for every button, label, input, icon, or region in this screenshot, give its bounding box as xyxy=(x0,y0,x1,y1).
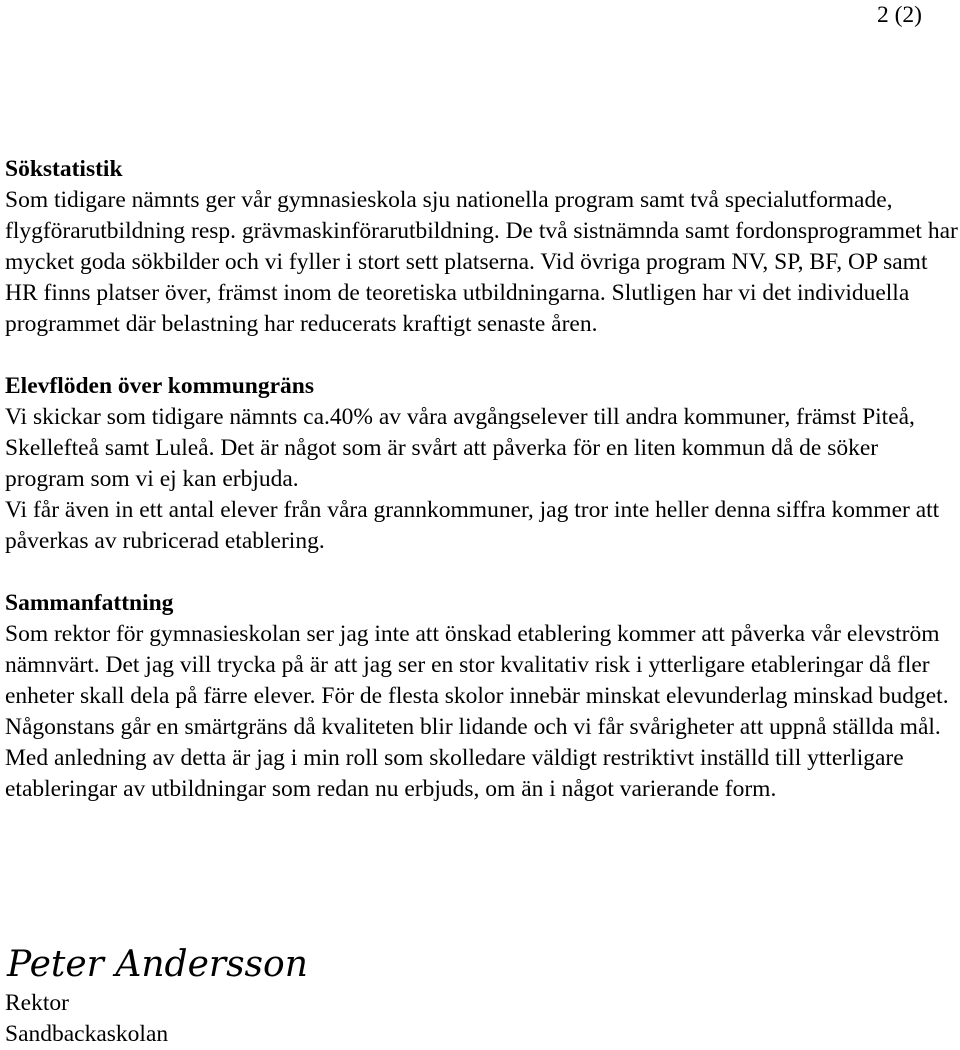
section-elevfloden xyxy=(5,371,960,557)
section-heading: Sökstatistik xyxy=(5,156,123,182)
section-paragraph: Som rektor för gymnasieskolan ser jag inte att önskad etablering kommer att påverka vår elevström nämnvärt. Det jag vill trycka på är att jag ser en stor kvalitativ risk i ytterligare etableringar då fler enheter skall dela på färre elever. För de flesta skolor innebär minskat elevunderlag minskad budget. Någonstans går en smärtgräns då kvaliteten blir lidande och vi får svårigheter att uppnå ställda mål. Med anledning av detta är jag i min roll som skolledare väldigt restriktivt inställd till ytterligare etableringar av utbildningar som redan nu erbjuds, om än i något varierande form. xyxy=(5,621,949,802)
section-paragraph: Som tidigare nämnts ger vår gymnasieskola sju nationella program samt två specialutformade, flygförarutbildning resp. grävmaskinförarutbildning. De två sistnämnda samt fordonsprogrammet har mycket goda sökbilder och vi fyller i stort sett platserna. Vid övriga program NV, SP, BF, OP samt HR finns platser över, främst inom de teoretiska utbildningarna. Slutligen har vi det individuella programmet där belastning har reducerats kraftigt senaste åren. xyxy=(5,187,958,337)
section-paragraph: Vi skickar som tidigare nämnts ca.40% av våra avgångselever till andra kommuner, främst Piteå, Skellefteå samt Luleå. Det är något som är svårt att påverka för en liten kommun då de söker program som vi ej kan erbjuda. xyxy=(5,404,915,492)
handwritten-signature xyxy=(5,938,308,988)
section-spacer xyxy=(5,340,960,371)
page-number: 2 (2) xyxy=(876,2,922,28)
document-body xyxy=(5,154,960,805)
section-paragraph: Vi får även in ett antal elever från våra grannkommuner, jag tror inte heller denna siffra kommer att påverkas av rubricerad etablering. xyxy=(5,497,940,554)
section-sammanfattning xyxy=(5,588,960,805)
section-sokstatistik xyxy=(5,154,960,340)
signatory-title: Rektor xyxy=(5,990,69,1016)
section-spacer xyxy=(5,557,960,588)
section-heading: Elevflöden över kommungräns xyxy=(5,373,314,399)
signature-text: Peter Andersson xyxy=(7,944,308,985)
section-heading: Sammanfattning xyxy=(5,590,174,616)
signatory-organization: Sandbackaskolan xyxy=(5,1021,169,1047)
